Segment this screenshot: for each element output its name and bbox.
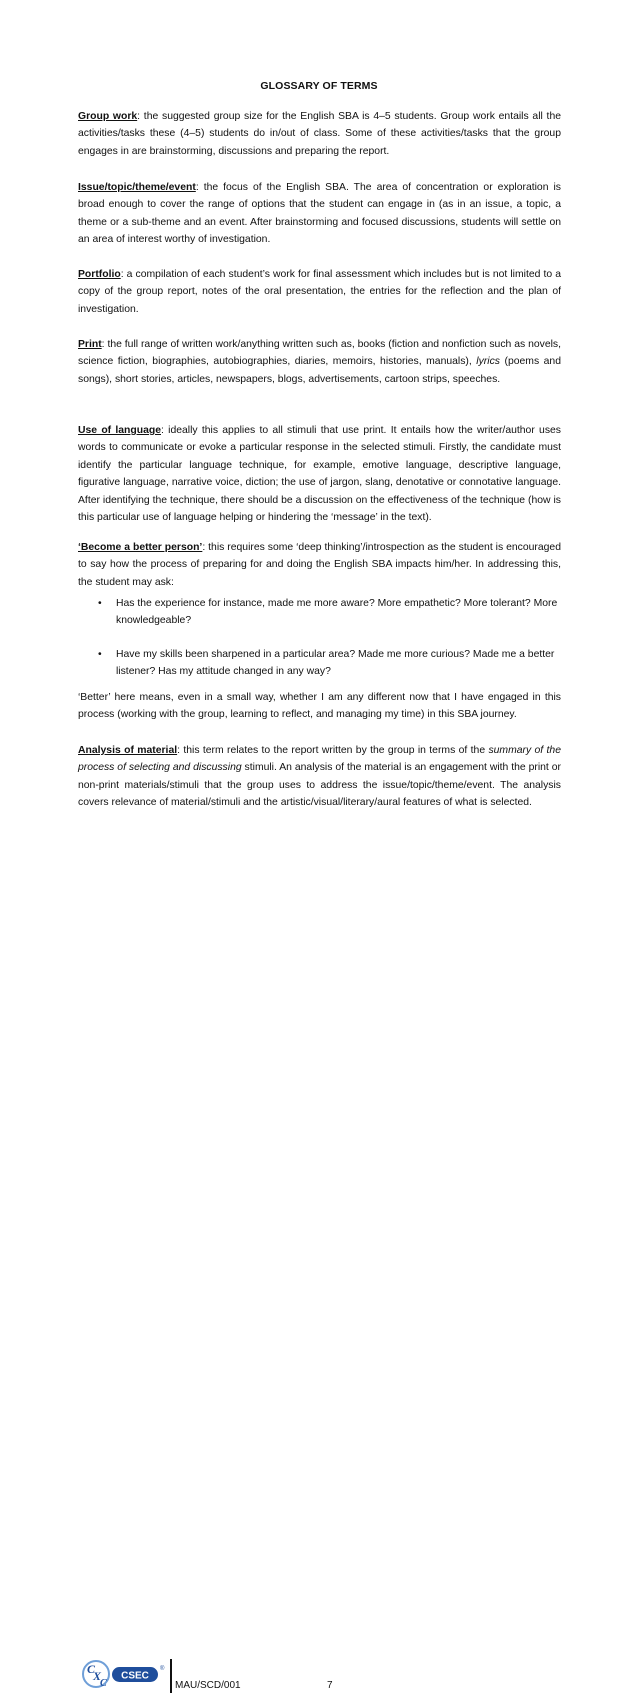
glossary-entry-issue	[78, 179, 561, 249]
term-definition: : the suggested group size for the English SBA is 4–5 students. Group work entails all the activities/tasks these (4–5) students do in/out of class. Some of these activities/tasks that the group engages in are brainstorming, discussions and preparing the report.	[78, 111, 561, 157]
term-definition-italic: summary of the process of selecting and discussing	[78, 745, 561, 774]
logo-c2: C	[100, 1678, 107, 1689]
term-definition: : this requires some ‘deep thinking’/introspection as the student is encouraged to say how the process of preparing for and doing the English SBA impacts him/her. In addressing this, the student may ask:	[78, 542, 561, 588]
footer-divider	[170, 1659, 172, 1693]
glossary-entry-portfolio	[78, 266, 561, 318]
list-item-text: Has the experience for instance, made me more aware? More empathetic? More tolerant? More knowledgeable?	[116, 598, 558, 627]
cxc-csec-logo	[82, 1658, 168, 1690]
term-label: Group work	[78, 111, 138, 122]
term-label: Use of language	[78, 425, 161, 436]
term-definition: : the focus of the English SBA. The area of concentration or exploration is broad enough to cover the range of options that the student can engage in (as in an issue, a topic, a theme or a sub-theme and an event. After brainstorming and focused discussions, students will settle on an area of interest worthy of investigation.	[78, 182, 561, 246]
registered-mark: ®	[160, 1666, 165, 1672]
list-item-text: Have my skills been sharpened in a particular area? Made me more curious? Made me a better listener? Has my attitude changed in any way?	[116, 648, 555, 678]
term-label: ‘Become a better person’	[78, 542, 203, 553]
bullet-icon: •	[98, 598, 102, 609]
term-label: Portfolio	[78, 269, 121, 280]
csec-badge-label: CSEC	[121, 1670, 149, 1682]
glossary-entry-better-person	[78, 539, 561, 591]
better-person-follow-up: ‘Better’ here means, even in a small way, whether I am any different now that I have engaged in this process (working with the group, learning to reflect, and managing my time) in this SBA journey.	[78, 692, 561, 721]
glossary-entry-print	[78, 336, 561, 388]
term-definition: : the full range of written work/anything written such as, books (fiction and nonfiction such as novels, science fiction, biographies, autobiographies, diaries, memoirs, histories, manuals),	[78, 339, 561, 368]
term-definition-cont: stimuli. An analysis of the material is an engagement with the print or non-print materials/stimuli that the group uses to address the issue/topic/theme/event. The analysis covers relevance of material/stimuli and the artistic/visual/literary/aural features of what is selected.	[78, 762, 561, 809]
bullet-list	[78, 595, 561, 681]
term-definition-italic: lyrics	[476, 356, 500, 368]
glossary-entry-analysis	[78, 742, 561, 812]
term-definition: : this term relates to the report written by the group in terms of the	[177, 745, 489, 756]
page-title: GLOSSARY OF TERMS	[260, 80, 378, 92]
list-item	[78, 595, 561, 630]
list-item	[78, 646, 561, 681]
term-label: Analysis of material	[78, 745, 178, 756]
glossary-entry-use-of-language	[78, 422, 561, 526]
logo-c: C	[87, 1662, 96, 1676]
term-label: Issue/topic/theme/event	[78, 182, 196, 193]
page-number: 7	[327, 1680, 333, 1691]
page-footer	[0, 828, 638, 1691]
bullet-icon: •	[98, 648, 102, 660]
glossary-entry-group-work	[78, 108, 561, 160]
term-definition: : a compilation of each student’s work for final assessment which includes but is not limited to a copy of the group report, notes of the oral presentation, the entries for the reflection and the plan of investigation.	[78, 269, 561, 315]
term-definition-cont: (poems and songs), short stories, articles, newspapers, blogs, advertisements, cartoon strips, speeches.	[78, 356, 561, 385]
logo-x: X	[93, 1669, 102, 1683]
term-label: Print	[78, 339, 102, 350]
term-definition: : ideally this applies to all stimuli that use print. It entails how the writer/author uses words to communicate or evoke a particular response in the selected stimuli. Firstly, the candidate must identify the particular language technique, for example, emotive language, descriptive language, figurative language, narrative voice, diction; the use of jargon, slang, denotative or connotative language. After identifying the technique, there should be a discussion on the effectiveness of the technique (how is this particular use of language helping or hindering the ‘message’ in the text).	[78, 425, 561, 524]
document-code: MAU/SCD/001	[175, 1680, 241, 1691]
